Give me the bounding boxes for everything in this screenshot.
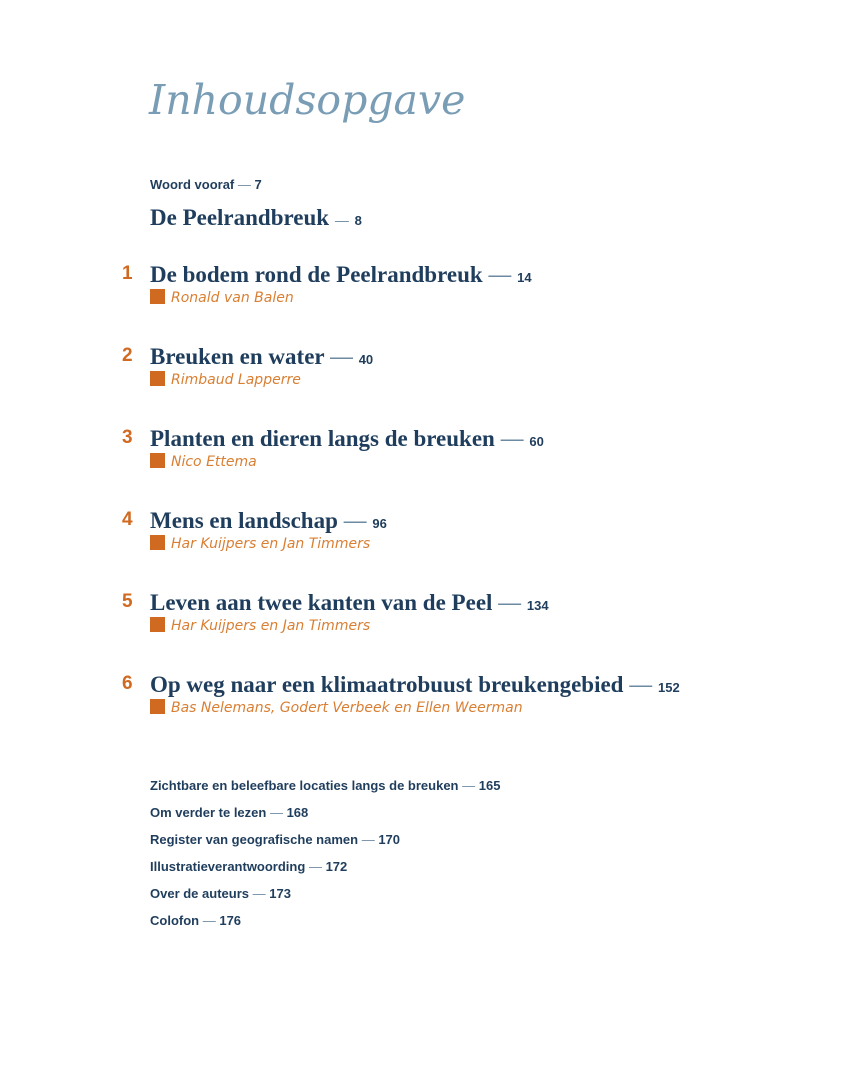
entry-page-number: 176 — [219, 913, 242, 928]
chapter-title-line — [150, 423, 544, 457]
entry-title: Zichtbare en beleefbare locaties langs de breuken — [150, 778, 459, 793]
chapter-author: Nico Ettema — [171, 454, 257, 470]
entry-dash: — — [500, 425, 524, 451]
orange-square-icon — [150, 289, 165, 304]
orange-square-icon — [150, 535, 165, 550]
entry-page-number: 152 — [657, 680, 680, 695]
entry-page-number: 172 — [325, 859, 348, 874]
toc-chapter-6[interactable] — [122, 669, 822, 727]
toc-entry-woord-vooraf[interactable] — [150, 177, 262, 192]
entry-title: Woord vooraf — [150, 177, 235, 192]
entry-dash: — — [462, 778, 476, 793]
entry-title: Colofon — [150, 913, 200, 928]
entry-dash: — — [269, 805, 283, 820]
chapter-author: Ronald van Balen — [171, 290, 294, 306]
toc-chapter-1[interactable] — [122, 259, 822, 317]
chapter-author: Bas Nelemans, Godert Verbeek en Ellen Weerman — [171, 700, 523, 716]
entry-dash: — — [329, 343, 353, 369]
toc-chapter-3[interactable] — [122, 423, 822, 481]
chapter-author: Rimbaud Lapperre — [171, 372, 301, 388]
chapter-number: 3 — [122, 427, 133, 448]
entry-title: Illustratieverantwoording — [150, 859, 306, 874]
chapter-title: Op weg naar een klimaatrobuust breukengebied — [150, 672, 624, 697]
back-matter-list — [150, 772, 500, 934]
entry-page-number: 96 — [372, 516, 387, 531]
toc-chapter-5[interactable] — [122, 587, 822, 645]
chapter-author: Har Kuijpers en Jan Timmers — [171, 618, 371, 634]
entry-page-number: 60 — [529, 434, 544, 449]
entry-page-number: 168 — [286, 805, 309, 820]
entry-page-number: 40 — [358, 352, 374, 367]
chapter-number: 5 — [122, 591, 133, 612]
entry-dash: — — [488, 261, 512, 287]
page-title: Inhoudsopgave — [149, 76, 466, 124]
entry-page-number: 173 — [269, 886, 291, 901]
chapter-author: Har Kuijpers en Jan Timmers — [171, 536, 371, 552]
chapter-title-line — [150, 341, 373, 375]
entry-page-number: 170 — [378, 832, 401, 847]
entry-page-number: 7 — [254, 177, 262, 192]
toc-entry-locaties[interactable] — [150, 772, 500, 799]
entry-title: De Peelrandbreuk — [150, 205, 330, 230]
chapter-author-row — [150, 699, 523, 719]
entry-title: Om verder te lezen — [150, 805, 267, 820]
chapter-author-row — [150, 289, 294, 309]
chapter-title-line — [150, 259, 532, 293]
chapter-author-row — [150, 535, 370, 555]
orange-square-icon — [150, 371, 165, 386]
chapter-title-line — [150, 587, 549, 621]
entry-page-number: 134 — [526, 598, 549, 613]
orange-square-icon — [150, 699, 165, 714]
orange-square-icon — [150, 617, 165, 632]
entry-dash: — — [202, 913, 216, 928]
chapter-number: 6 — [122, 673, 133, 694]
chapter-title-line — [150, 505, 387, 539]
entry-page-number: 8 — [354, 213, 362, 228]
chapter-title: De bodem rond de Peelrandbreuk — [150, 262, 483, 287]
toc-entry-illustratieverantwoording[interactable] — [150, 853, 500, 880]
entry-dash: — — [361, 832, 375, 847]
chapter-number: 1 — [122, 263, 133, 284]
orange-square-icon — [150, 453, 165, 468]
toc-entry-peelrandbreuk[interactable] — [150, 205, 362, 231]
entry-dash: — — [308, 859, 322, 874]
chapter-title: Mens en landschap — [150, 508, 338, 533]
toc-chapter-4[interactable] — [122, 505, 822, 563]
entry-dash: — — [498, 589, 522, 615]
chapter-title: Planten en dieren langs de breuken — [150, 426, 495, 451]
toc-chapter-2[interactable] — [122, 341, 822, 399]
entry-dash: — — [237, 177, 251, 192]
entry-title: Register van geografische namen — [150, 832, 359, 847]
toc-entry-over-de-auteurs[interactable] — [150, 880, 500, 907]
entry-title: Over de auteurs — [150, 886, 249, 901]
toc-entry-verder-lezen[interactable] — [150, 799, 500, 826]
entry-dash: — — [334, 212, 349, 228]
chapter-author-row — [150, 371, 301, 391]
entry-page-number: 165 — [478, 778, 501, 793]
chapter-title: Breuken en water — [150, 344, 325, 369]
chapter-author-row — [150, 617, 370, 637]
chapter-title-line — [150, 669, 680, 703]
entry-dash: — — [252, 886, 266, 901]
chapter-author-row — [150, 453, 257, 473]
entry-page-number: 14 — [517, 270, 532, 285]
toc-entry-colofon[interactable] — [150, 907, 500, 934]
chapter-number: 4 — [122, 509, 133, 530]
toc-entry-register[interactable] — [150, 826, 500, 853]
chapter-title: Leven aan twee kanten van de Peel — [150, 590, 493, 615]
chapter-number: 2 — [122, 345, 133, 366]
entry-dash: — — [629, 671, 653, 697]
entry-dash: — — [343, 507, 367, 533]
